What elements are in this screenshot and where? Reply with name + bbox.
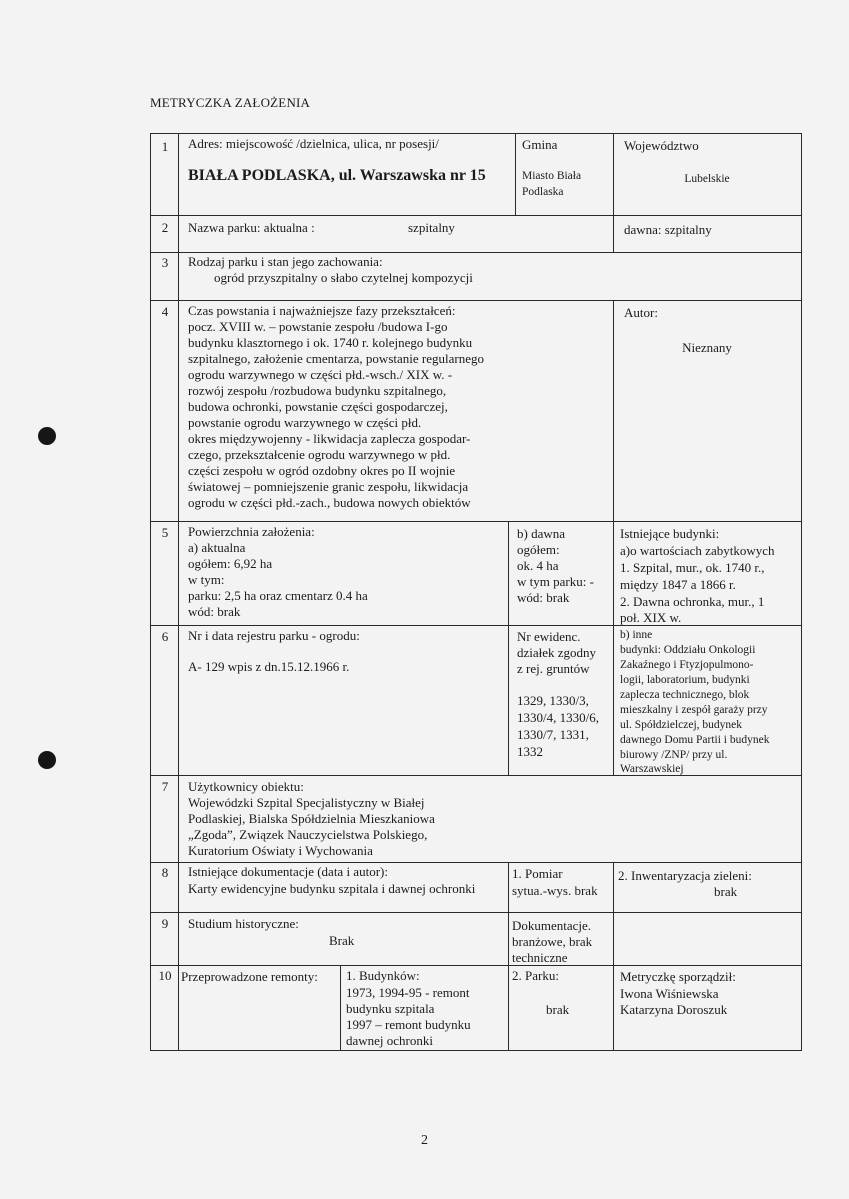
row-number: 2 xyxy=(161,220,169,235)
park-type-label: Rodzaj parku i stan jego zachowania: xyxy=(188,254,383,269)
former-area-line: ok. 4 ha xyxy=(517,558,559,573)
ewid-line: 1330/7, 1331, xyxy=(517,727,589,742)
document-title: METRYCZKA ZAŁOŻENIA xyxy=(150,95,311,110)
users-line: Użytkownicy obiektu: xyxy=(188,779,304,794)
pomiar-line: sytua.-wys. brak xyxy=(512,883,598,898)
ewid-line: 1330/4, 1330/6, xyxy=(517,710,599,725)
row-number: 10 xyxy=(158,968,172,983)
dokumentacje-line: techniczne xyxy=(512,950,568,965)
park-type-value: ogród przyszpitalny o słabo czytelnej kompozycji xyxy=(214,270,473,285)
other-buildings-line: dawnego Domu Partii i budynek xyxy=(620,734,770,746)
history-line: czego, przekształcenie ogrodu warzywnego w płd. xyxy=(188,447,451,462)
former-area-line: wód: brak xyxy=(517,590,570,605)
buildings-line: Istniejące budynki: xyxy=(620,526,720,541)
history-line: rozwój zespołu /rozbudowa budynku szpitalnego, xyxy=(188,383,447,398)
ewid-line: działek zgodny xyxy=(517,645,597,660)
row-number: 5 xyxy=(161,525,169,540)
inwentaryzacja-value: brak xyxy=(714,884,738,899)
park-remont-label: 2. Parku: xyxy=(512,968,559,983)
former-area-line: b) dawna xyxy=(517,526,566,541)
other-buildings-line: mieszkalny i zespół garaży przy xyxy=(620,704,768,716)
dokumentacje-line: Dokumentacje. xyxy=(512,918,592,933)
other-buildings-line: logii, laboratorium, budynki xyxy=(620,674,750,686)
gmina-value-line: Miasto Biała xyxy=(522,170,582,182)
area-line: Powierzchnia założenia: xyxy=(188,524,315,539)
ewid-line: z rej. gruntów xyxy=(517,661,590,676)
address-label: Adres: miejscowość /dzielnica, ulica, nr posesji/ xyxy=(188,136,439,151)
park-name-label: Nazwa parku: aktualna : xyxy=(188,220,315,235)
other-buildings-line: biurowy /ZNP/ przy ul. xyxy=(620,749,728,761)
remont-building-line: 1997 – remont budynku xyxy=(346,1017,471,1032)
row-number: 7 xyxy=(161,779,169,794)
row-number: 8 xyxy=(161,865,169,880)
wojewodztwo-value: Lubelskie xyxy=(684,173,730,185)
row-number: 3 xyxy=(161,255,169,270)
former-area-line: w tym parku: - xyxy=(517,574,594,589)
area-line: wód: brak xyxy=(188,604,241,619)
other-buildings-line: Zakaźnego i Ftyzjopulmono- xyxy=(620,659,754,671)
history-line: ogrodu w części płd.-zach., budowa nowych obiektów xyxy=(188,495,471,510)
other-buildings-line: b) inne xyxy=(620,629,653,641)
park-name-value: szpitalny xyxy=(408,220,455,235)
remont-building-line: dawnej ochronki xyxy=(346,1033,434,1048)
address-value: BIAŁA PODLASKA, ul. Warszawska nr 15 xyxy=(188,167,486,184)
area-line: a) aktualna xyxy=(188,540,246,555)
history-line: części zespołu w ogród ozdobny okres po II wojnie xyxy=(188,463,456,478)
remont-label: Przeprowadzone remonty: xyxy=(181,969,318,984)
buildings-line: między 1847 a 1866 r. xyxy=(620,577,736,592)
row-number: 4 xyxy=(161,304,169,319)
ewid-line: 1332 xyxy=(517,744,543,759)
buildings-line: 2. Dawna ochronka, mur., 1 xyxy=(620,594,765,609)
history-line: pocz. XVIII w. – powstanie zespołu /budowa I-go xyxy=(188,319,448,334)
other-buildings-line: Warszawskiej xyxy=(620,763,684,775)
park-remont-value: brak xyxy=(546,1002,570,1017)
docs-label: Istniejące dokumentacje (data i autor): xyxy=(188,864,388,879)
history-line: budynku klasztornego i ok. 1740 r. kolejnego budynku xyxy=(188,335,473,350)
remont-building-line: 1. Budynków: xyxy=(346,968,420,983)
history-line: światowej – pomniejszenie granic zespołu, likwidacja xyxy=(188,479,469,494)
prepared-by-name: Katarzyna Doroszuk xyxy=(620,1002,728,1017)
row-number: 1 xyxy=(161,139,169,154)
users-line: Wojewódzki Szpital Specjalistyczny w Białej xyxy=(188,795,425,810)
users-line: „Zgoda”, Związek Nauczycielstwa Polskiego, xyxy=(188,827,428,842)
row-number: 6 xyxy=(161,629,169,644)
other-buildings-line: budynki: Oddziału Onkologii xyxy=(620,644,756,656)
users-line: Podlaskiej, Bialska Spółdzielnia Mieszkaniowa xyxy=(188,811,435,826)
row-number: 9 xyxy=(161,916,169,931)
history-line: okres międzywojenny - likwidacja zaplecza gospodar- xyxy=(188,431,471,446)
other-buildings-line: zaplecza technicznego, blok xyxy=(620,689,750,701)
prepared-by-label: Metryczkę sporządził: xyxy=(620,969,736,984)
park-former-name: dawna: szpitalny xyxy=(624,222,712,237)
buildings-line: a)o wartościach zabytkowych xyxy=(620,543,775,558)
area-line: w tym: xyxy=(188,572,225,587)
register-value: A- 129 wpis z dn.15.12.1966 r. xyxy=(188,659,350,674)
wojewodztwo-label: Województwo xyxy=(624,138,699,153)
punch-hole-bottom xyxy=(38,751,56,769)
gmina-label: Gmina xyxy=(522,137,558,152)
author-label: Autor: xyxy=(624,305,658,320)
other-buildings-line: ul. Spółdzielczej, budynek xyxy=(620,719,742,731)
history-line: Czas powstania i najważniejsze fazy przekształceń: xyxy=(188,303,456,318)
study-label: Studium historyczne: xyxy=(188,916,299,931)
history-line: szpitalnego, założenie cmentarza, powstanie regularnego xyxy=(188,351,484,366)
buildings-line: 1. Szpital, mur., ok. 1740 r., xyxy=(620,560,765,575)
docs-value: Karty ewidencyjne budynku szpitala i dawnej ochronki xyxy=(188,881,476,896)
study-value: Brak xyxy=(329,933,355,948)
pomiar-line: 1. Pomiar xyxy=(512,866,563,881)
register-label: Nr i data rejestru parku - ogrodu: xyxy=(188,628,360,643)
prepared-by-name: Iwona Wiśniewska xyxy=(620,986,719,1001)
dokumentacje-line: branżowe, brak xyxy=(512,934,593,949)
form-table xyxy=(150,133,802,1051)
ewid-line: Nr ewidenc. xyxy=(517,629,581,644)
inwentaryzacja-label: 2. Inwentaryzacja zieleni: xyxy=(618,868,752,883)
ewid-line: 1329, 1330/3, xyxy=(517,693,589,708)
page-number: 2 xyxy=(421,1133,428,1148)
author-value: Nieznany xyxy=(682,340,732,355)
punch-hole-top xyxy=(38,427,56,445)
gmina-value-line: Podlaska xyxy=(522,186,564,198)
area-line: ogółem: 6,92 ha xyxy=(188,556,273,571)
history-line: ogrodu warzywnego w części płd.-wsch./ XIX w. - xyxy=(188,367,453,382)
remont-building-line: 1973, 1994-95 - remont xyxy=(346,985,470,1000)
table-border-right xyxy=(801,133,802,1051)
remont-building-line: budynku szpitala xyxy=(346,1001,435,1016)
buildings-line: poł. XIX w. xyxy=(620,610,682,625)
history-line: powstanie ogrodu warzywnego w części płd. xyxy=(188,415,422,430)
users-line: Kuratorium Oświaty i Wychowania xyxy=(188,843,373,858)
area-line: parku: 2,5 ha oraz cmentarz 0.4 ha xyxy=(188,588,368,603)
history-line: budowa ochronki, powstanie części gospodarczej, xyxy=(188,399,448,414)
former-area-line: ogółem: xyxy=(517,542,560,557)
